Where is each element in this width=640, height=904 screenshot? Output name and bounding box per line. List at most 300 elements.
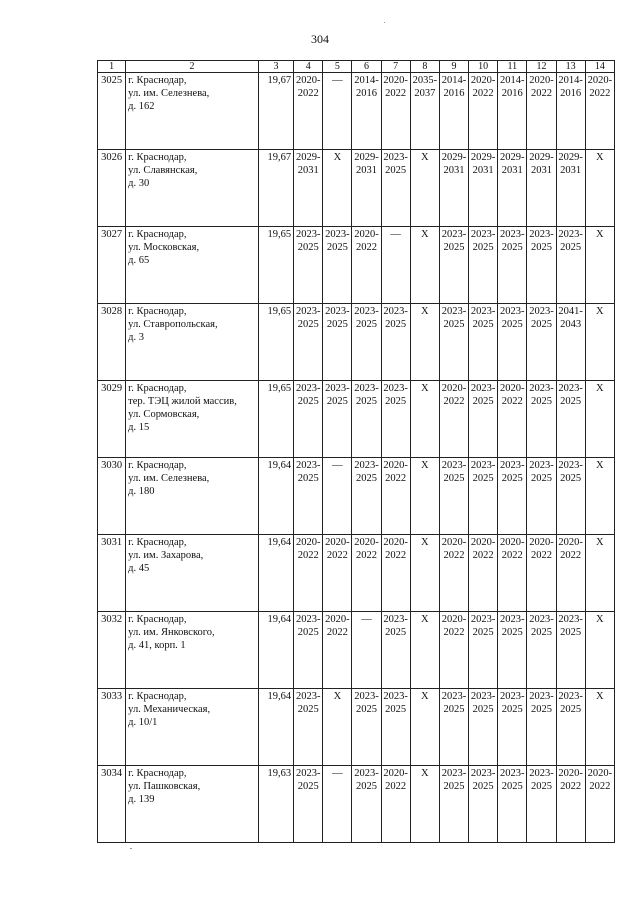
address-line: д. 180 xyxy=(128,486,155,497)
period-cell xyxy=(469,73,498,150)
value-cell: 19,64 xyxy=(258,689,293,766)
row-number: 3031 xyxy=(98,535,126,612)
period-cell xyxy=(352,73,381,150)
address-cell xyxy=(126,227,259,304)
address-cell xyxy=(126,458,259,535)
scan-speck xyxy=(130,848,132,849)
period-cell xyxy=(323,381,352,458)
period-part: 2022 xyxy=(589,88,611,99)
period-part: — xyxy=(390,229,401,240)
period-part: 2022 xyxy=(356,550,378,561)
period-part: 2020- xyxy=(529,537,554,548)
address-line: ул. Пашковская, xyxy=(128,781,201,792)
period-part: 2022 xyxy=(472,550,494,561)
address-cell xyxy=(126,766,259,843)
period-cell xyxy=(527,227,556,304)
period-part: 2025 xyxy=(297,319,319,330)
period-part: 2016 xyxy=(443,88,465,99)
period-part: 2025 xyxy=(326,396,348,407)
period-part: 2031 xyxy=(297,165,319,176)
address-cell xyxy=(126,304,259,381)
period-cell xyxy=(585,535,614,612)
period-part: 2025 xyxy=(297,781,319,792)
period-cell xyxy=(410,381,439,458)
table-row xyxy=(98,458,615,535)
period-cell xyxy=(527,73,556,150)
period-cell xyxy=(498,304,527,381)
period-cell xyxy=(498,73,527,150)
column-number: 3 xyxy=(258,61,293,73)
period-cell xyxy=(469,304,498,381)
value-cell: 19,64 xyxy=(258,458,293,535)
period-part: 2025 xyxy=(501,781,523,792)
period-cell xyxy=(323,766,352,843)
period-part: 2031 xyxy=(472,165,494,176)
period-cell xyxy=(381,150,410,227)
period-part: 2029- xyxy=(470,152,496,163)
period-part: 2020- xyxy=(558,537,583,548)
row-number: 3033 xyxy=(98,689,126,766)
period-part: 2023- xyxy=(529,691,554,702)
address-cell xyxy=(126,535,259,612)
period-cell xyxy=(556,381,585,458)
period-cell xyxy=(585,150,614,227)
period-cell xyxy=(323,458,352,535)
period-part: 2022 xyxy=(530,550,552,561)
period-cell xyxy=(352,612,381,689)
address-cell xyxy=(126,381,259,458)
period-cell xyxy=(498,612,527,689)
column-number: 1 xyxy=(98,61,126,73)
period-part: 2031 xyxy=(356,165,378,176)
period-part: 2016 xyxy=(356,88,378,99)
period-cell xyxy=(410,150,439,227)
period-part: Х xyxy=(333,691,342,702)
value-cell: 19,67 xyxy=(258,150,293,227)
row-number: 3026 xyxy=(98,150,126,227)
period-cell xyxy=(352,381,381,458)
period-part: Х xyxy=(596,229,604,240)
row-number: 3025 xyxy=(98,73,126,150)
period-part: 2023- xyxy=(558,229,583,240)
period-part: 2031 xyxy=(443,165,465,176)
address-line: д. 3 xyxy=(128,332,144,343)
period-part: 2023- xyxy=(354,768,379,779)
period-cell xyxy=(381,535,410,612)
period-part: 2025 xyxy=(530,319,552,330)
period-cell xyxy=(323,535,352,612)
address-cell xyxy=(126,612,259,689)
period-part: — xyxy=(332,460,343,471)
table-row xyxy=(98,227,615,304)
period-part: 2025 xyxy=(385,319,407,330)
period-part: 2025 xyxy=(297,704,319,715)
period-cell xyxy=(556,458,585,535)
column-number: 5 xyxy=(323,61,352,73)
column-number: 6 xyxy=(352,61,381,73)
period-part: 2022 xyxy=(530,88,552,99)
period-cell xyxy=(527,535,556,612)
period-cell xyxy=(294,150,323,227)
period-part: 2014- xyxy=(558,75,583,86)
column-number: 11 xyxy=(498,61,527,73)
period-part: 2020- xyxy=(529,75,554,86)
period-part: — xyxy=(361,614,372,625)
value-cell: 19,64 xyxy=(258,535,293,612)
period-part: 2020- xyxy=(441,537,467,548)
period-part: 2020- xyxy=(558,768,583,779)
period-cell xyxy=(469,612,498,689)
period-part: 2020- xyxy=(383,460,408,471)
period-part: 2023- xyxy=(383,306,408,317)
period-part: 2025 xyxy=(356,473,378,484)
period-part: 2025 xyxy=(297,473,319,484)
period-part: 2020- xyxy=(295,75,321,86)
table-row xyxy=(98,612,615,689)
period-cell xyxy=(294,73,323,150)
period-part: 2025 xyxy=(385,165,407,176)
period-cell xyxy=(381,381,410,458)
period-part: 2025 xyxy=(560,704,582,715)
period-part: 2025 xyxy=(443,319,465,330)
address-line: ул. им. Селезнева, xyxy=(128,473,210,484)
period-part: 2025 xyxy=(443,704,465,715)
period-part: 2029- xyxy=(529,152,554,163)
period-part: 2023- xyxy=(500,306,525,317)
register-table-body xyxy=(98,61,615,843)
period-cell xyxy=(498,150,527,227)
period-part: 2023- xyxy=(470,460,496,471)
period-part: 2023- xyxy=(558,460,583,471)
period-part: 2023- xyxy=(295,460,321,471)
period-cell xyxy=(323,689,352,766)
period-cell xyxy=(294,381,323,458)
period-cell xyxy=(556,535,585,612)
period-part: 2023- xyxy=(354,306,379,317)
period-part: 2022 xyxy=(385,550,407,561)
row-number: 3032 xyxy=(98,612,126,689)
address-cell xyxy=(126,73,259,150)
period-cell xyxy=(381,73,410,150)
period-part: Х xyxy=(421,229,429,240)
period-part: 2022 xyxy=(297,550,319,561)
table-row xyxy=(98,150,615,227)
period-part: 2022 xyxy=(356,242,378,253)
period-part: 2020- xyxy=(295,537,321,548)
period-part: Х xyxy=(421,306,429,317)
period-cell xyxy=(381,612,410,689)
period-part: Х xyxy=(596,383,604,394)
period-part: 2020- xyxy=(441,614,467,625)
period-cell xyxy=(410,766,439,843)
period-part: 2022 xyxy=(443,550,465,561)
period-part: 2020- xyxy=(500,537,525,548)
table-row xyxy=(98,535,615,612)
period-cell xyxy=(585,458,614,535)
period-cell xyxy=(556,304,585,381)
period-part: 2029- xyxy=(500,152,525,163)
period-part: 2025 xyxy=(472,473,494,484)
column-number: 4 xyxy=(294,61,323,73)
period-part: 2031 xyxy=(560,165,582,176)
period-part: 2025 xyxy=(501,704,523,715)
period-part: Х xyxy=(596,306,604,317)
address-line: ул. Московская, xyxy=(128,242,200,253)
period-part: 2020- xyxy=(500,383,525,394)
period-cell xyxy=(439,73,468,150)
column-number: 13 xyxy=(556,61,585,73)
address-line: д. 41, корп. 1 xyxy=(128,640,186,651)
period-part: 2029- xyxy=(558,152,583,163)
address-line: г. Краснодар, xyxy=(128,614,187,625)
period-cell xyxy=(498,381,527,458)
period-part: 2023- xyxy=(529,383,554,394)
address-line: ул. им. Янковского, xyxy=(128,627,215,638)
period-part: Х xyxy=(596,152,604,163)
period-cell xyxy=(294,304,323,381)
period-cell xyxy=(498,766,527,843)
period-part: 2023- xyxy=(529,614,554,625)
period-part: 2014- xyxy=(354,75,379,86)
period-cell xyxy=(323,612,352,689)
period-cell xyxy=(556,766,585,843)
period-part: Х xyxy=(333,152,342,163)
period-part: 2025 xyxy=(326,319,348,330)
period-part: 2023- xyxy=(529,306,554,317)
period-cell xyxy=(410,73,439,150)
period-cell xyxy=(556,150,585,227)
period-part: 2022 xyxy=(385,88,407,99)
period-part: 2020- xyxy=(470,537,496,548)
period-part: 2023- xyxy=(325,229,350,240)
period-part: 2023- xyxy=(295,768,321,779)
period-part: Х xyxy=(596,537,604,548)
period-part: 2025 xyxy=(297,396,319,407)
period-part: 2023- xyxy=(441,306,467,317)
period-cell xyxy=(469,458,498,535)
period-part: Х xyxy=(421,383,429,394)
period-part: 2025 xyxy=(356,781,378,792)
address-line: ул. им. Захарова, xyxy=(128,550,204,561)
period-part: 2023- xyxy=(383,383,408,394)
period-part: 2023- xyxy=(354,383,379,394)
period-part: 2025 xyxy=(530,242,552,253)
period-part: 2023- xyxy=(295,383,321,394)
period-cell xyxy=(381,304,410,381)
period-part: 2023- xyxy=(558,383,583,394)
period-part: 2023- xyxy=(558,614,583,625)
period-part: 2023- xyxy=(500,229,525,240)
period-cell xyxy=(323,304,352,381)
period-part: Х xyxy=(421,152,429,163)
period-part: Х xyxy=(596,460,604,471)
period-cell xyxy=(585,612,614,689)
period-part: 2025 xyxy=(501,627,523,638)
period-part: 2023- xyxy=(441,691,467,702)
period-cell xyxy=(527,381,556,458)
period-cell xyxy=(469,381,498,458)
period-part: 2020- xyxy=(354,229,379,240)
period-cell xyxy=(527,304,556,381)
period-part: — xyxy=(332,75,343,86)
period-cell xyxy=(352,766,381,843)
period-part: 2020- xyxy=(354,537,379,548)
period-part: 2025 xyxy=(560,396,582,407)
period-part: 2023- xyxy=(558,691,583,702)
period-part: Х xyxy=(596,691,604,702)
period-part: 2029- xyxy=(441,152,467,163)
scan-speck xyxy=(384,22,385,23)
period-part: 2023- xyxy=(500,614,525,625)
period-part: 2025 xyxy=(530,396,552,407)
period-part: 2023- xyxy=(500,691,525,702)
period-part: 2022 xyxy=(501,550,523,561)
period-cell xyxy=(556,227,585,304)
period-part: 2023- xyxy=(529,460,554,471)
column-number: 12 xyxy=(527,61,556,73)
period-part: 2020- xyxy=(587,75,613,86)
period-part: 2029- xyxy=(354,152,379,163)
period-part: 2025 xyxy=(560,242,582,253)
page-number: 304 xyxy=(311,32,329,46)
period-part: 2025 xyxy=(530,473,552,484)
period-cell xyxy=(352,304,381,381)
period-part: 2023- xyxy=(529,768,554,779)
period-cell xyxy=(439,535,468,612)
address-line: г. Краснодар, xyxy=(128,691,187,702)
period-part: 2025 xyxy=(385,396,407,407)
period-cell xyxy=(585,689,614,766)
period-part: 2025 xyxy=(472,319,494,330)
period-part: 2025 xyxy=(356,704,378,715)
period-cell xyxy=(439,227,468,304)
address-line: д. 45 xyxy=(128,563,150,574)
period-part: 2023- xyxy=(441,460,467,471)
period-cell xyxy=(323,73,352,150)
period-cell xyxy=(410,612,439,689)
address-line: д. 65 xyxy=(128,255,150,266)
period-cell xyxy=(294,612,323,689)
period-part: 2025 xyxy=(443,242,465,253)
period-part: 2022 xyxy=(501,396,523,407)
period-cell xyxy=(410,689,439,766)
period-part: 2023- xyxy=(500,768,525,779)
value-cell: 19,67 xyxy=(258,73,293,150)
period-cell xyxy=(469,766,498,843)
table-row xyxy=(98,689,615,766)
value-cell: 19,65 xyxy=(258,381,293,458)
period-cell xyxy=(585,766,614,843)
period-cell xyxy=(439,766,468,843)
address-line: г. Краснодар, xyxy=(128,75,187,86)
period-cell xyxy=(585,73,614,150)
period-part: 2023- xyxy=(383,152,408,163)
period-cell xyxy=(585,381,614,458)
period-part: 2025 xyxy=(385,627,407,638)
period-part: 2023- xyxy=(325,383,350,394)
period-cell xyxy=(352,150,381,227)
period-part: Х xyxy=(421,460,429,471)
period-part: 2016 xyxy=(501,88,523,99)
period-part: 2022 xyxy=(443,627,465,638)
period-part: 2025 xyxy=(560,473,582,484)
period-part: 2023- xyxy=(383,691,408,702)
period-part: 2025 xyxy=(385,704,407,715)
table-row xyxy=(98,73,615,150)
period-part: 2022 xyxy=(385,781,407,792)
period-cell xyxy=(381,689,410,766)
address-line: тер. ТЭЦ жилой массив, xyxy=(128,396,237,407)
period-part: 2025 xyxy=(501,319,523,330)
address-line: г. Краснодар, xyxy=(128,152,187,163)
period-part: 2025 xyxy=(356,319,378,330)
period-cell xyxy=(498,458,527,535)
period-cell xyxy=(527,150,556,227)
value-cell: 19,65 xyxy=(258,227,293,304)
period-part: Х xyxy=(421,614,429,625)
period-cell xyxy=(439,304,468,381)
register-table xyxy=(97,60,615,843)
period-cell xyxy=(585,227,614,304)
period-cell xyxy=(585,304,614,381)
period-cell xyxy=(527,689,556,766)
period-part: 2023- xyxy=(470,229,496,240)
period-part: 2022 xyxy=(385,473,407,484)
value-cell: 19,65 xyxy=(258,304,293,381)
period-part: 2025 xyxy=(356,396,378,407)
period-cell xyxy=(498,689,527,766)
row-number: 3029 xyxy=(98,381,126,458)
period-part: 2037 xyxy=(414,88,436,99)
period-part: 2029- xyxy=(295,152,321,163)
period-cell xyxy=(469,150,498,227)
period-cell xyxy=(439,458,468,535)
period-cell xyxy=(527,612,556,689)
row-number: 3034 xyxy=(98,766,126,843)
period-cell xyxy=(439,381,468,458)
period-cell xyxy=(323,227,352,304)
period-cell xyxy=(294,458,323,535)
address-line: ул. Механическая, xyxy=(128,704,211,715)
period-part: 2020- xyxy=(441,383,467,394)
period-part: 2023- xyxy=(354,691,379,702)
address-line: ул. Сормовская, xyxy=(128,409,200,420)
period-cell xyxy=(410,535,439,612)
period-part: 2023- xyxy=(470,306,496,317)
period-cell xyxy=(352,535,381,612)
period-part: 2016 xyxy=(560,88,582,99)
period-part: 2020- xyxy=(587,768,613,779)
column-number: 14 xyxy=(585,61,614,73)
period-part: 2025 xyxy=(472,242,494,253)
period-part: 2025 xyxy=(472,396,494,407)
period-part: 2022 xyxy=(589,781,611,792)
period-cell xyxy=(469,689,498,766)
period-part: 2025 xyxy=(297,627,319,638)
period-part: 2025 xyxy=(530,704,552,715)
period-cell xyxy=(381,766,410,843)
period-part: 2023- xyxy=(470,383,496,394)
period-part: 2041- xyxy=(558,306,583,317)
period-cell xyxy=(294,766,323,843)
period-part: 2022 xyxy=(443,396,465,407)
period-part: — xyxy=(332,768,343,779)
column-number: 8 xyxy=(410,61,439,73)
period-part: 2023- xyxy=(470,691,496,702)
period-part: 2022 xyxy=(472,88,494,99)
row-number: 3028 xyxy=(98,304,126,381)
period-part: 2023- xyxy=(441,229,467,240)
